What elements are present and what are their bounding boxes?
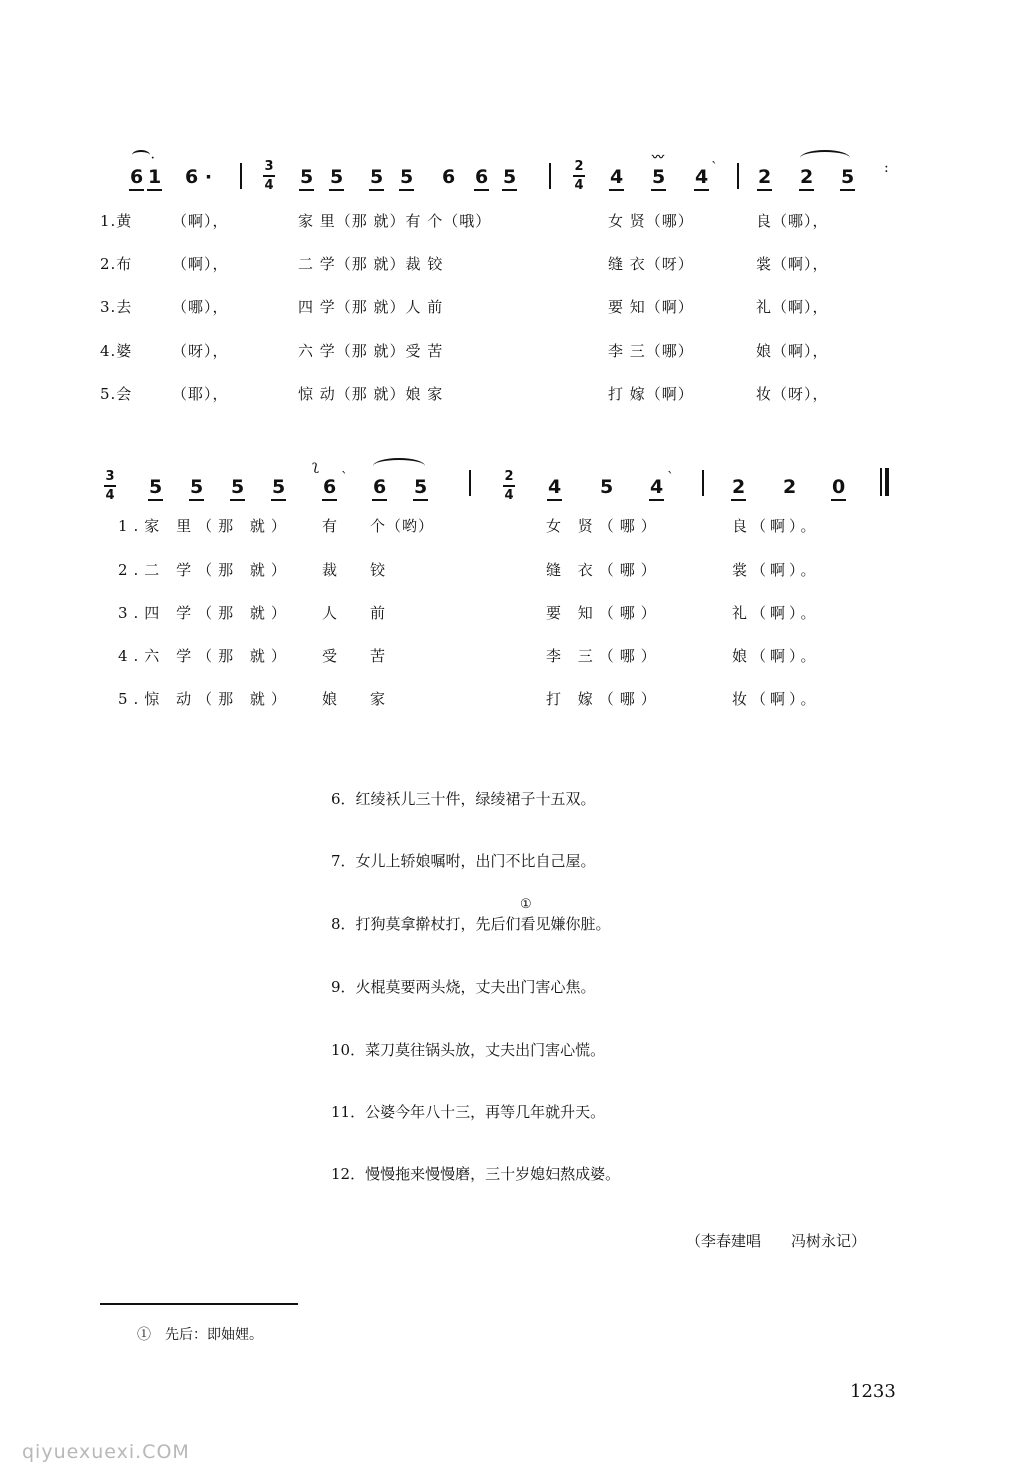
note: 5 (503, 166, 517, 188)
lyric-cell: （啊）， (172, 255, 229, 273)
grace-mark: ˋ (711, 160, 718, 176)
barline (240, 163, 242, 189)
ornament-mark: 〰 (652, 150, 665, 164)
note: 5 (330, 166, 344, 188)
note: 6 (373, 476, 387, 498)
note: 2 (800, 166, 814, 188)
lyric-cell: 女 贤（哪） (608, 212, 694, 230)
lyric-cell: 四 学（那 就）人 前 (298, 298, 444, 316)
time-signature: 3 4 (264, 159, 274, 193)
note: 4 (695, 166, 709, 188)
lyric-cell: 娘（啊）。 (732, 647, 820, 665)
note: 5 (149, 476, 163, 498)
lyric-cell: 李 三（哪） (546, 647, 662, 665)
final-barline-thick (885, 468, 889, 496)
lyric-cell: 良（啊）。 (732, 517, 820, 535)
lyric-cell: 裳（啊）， (756, 255, 829, 273)
verse-line: 9．火棍莫要两头烧，丈夫出门害心焦。 (331, 978, 596, 996)
lyric-cell: 缝 衣（哪） (546, 561, 662, 579)
note: 4 (650, 476, 664, 498)
lyric-cell: 要 知（哪） (546, 604, 662, 622)
note: 6 · (185, 166, 213, 188)
lyric-cell: 有 (322, 517, 339, 535)
lyric-cell: 家 (370, 690, 387, 708)
note: 2 (783, 476, 797, 498)
lyric-cell: 妆（啊）。 (732, 690, 820, 708)
note: 2 (758, 166, 772, 188)
lyric-cell: 5.会 (100, 385, 133, 403)
barline (549, 163, 551, 189)
note: 5 (414, 476, 428, 498)
grace-mark: ʅ (312, 458, 319, 474)
lyric-cell: 打 嫁（哪） (546, 690, 662, 708)
barline (469, 470, 471, 496)
lyric-cell: 5.惊 动（那 就） (118, 690, 292, 708)
lyric-cell: 要 知（啊） (608, 298, 694, 316)
time-signature: 2 4 (504, 469, 514, 503)
note: 6 (323, 476, 337, 498)
note: 5 (652, 166, 666, 188)
verse-line: 12．慢慢拖来慢慢磨，三十岁媳妇熬成婆。 (331, 1165, 621, 1183)
note: 1 (148, 166, 162, 188)
note: 0 (832, 476, 846, 498)
lyric-cell: 2.二 学（那 就） (118, 561, 292, 579)
note: 5 (400, 166, 414, 188)
high-octave-dot: · (151, 153, 155, 164)
lyric-cell: 4.六 学（那 就） (118, 647, 292, 665)
verse-line: 11．公婆今年八十三，再等几年就升天。 (331, 1103, 606, 1121)
lyric-cell: （呀）， (172, 342, 229, 360)
lyric-cell: 个（哟） (370, 517, 435, 535)
footnote-reference: ① (520, 897, 532, 912)
grace-mark: ˋ (341, 470, 348, 486)
lyric-cell: 良（哪）， (756, 212, 829, 230)
lyric-cell: 六 学（那 就）受 苦 (298, 342, 444, 360)
lyric-cell: 苦 (370, 647, 387, 665)
note: 2 (732, 476, 746, 498)
note: 5 (300, 166, 314, 188)
lyric-cell: 惊 动（那 就）娘 家 (298, 385, 444, 403)
verse-line: 10．菜刀莫往锅头放，丈夫出门害心慌。 (331, 1041, 606, 1059)
grace-mark: ˋ (667, 470, 674, 486)
lyric-cell: （耶）， (172, 385, 229, 403)
note: 5 (231, 476, 245, 498)
lyric-cell: （哪）， (172, 298, 229, 316)
lyric-cell: 裳（啊）。 (732, 561, 820, 579)
watermark: qiyuexuexi.COM (22, 1441, 190, 1463)
note: 5 (370, 166, 384, 188)
lyric-cell: 2.布 (100, 255, 133, 273)
lyric-cell: 1.黄 (100, 212, 133, 230)
lyric-cell: 二 学（那 就）裁 铰 (298, 255, 444, 273)
lyric-cell: 受 (322, 647, 339, 665)
note: 6 (442, 166, 456, 188)
lyric-cell: 家 里（那 就）有 个（哦） (298, 212, 492, 230)
lyric-cell: 4.婆 (100, 342, 133, 360)
lyric-cell: 前 (370, 604, 387, 622)
lyric-cell: 李 三（哪） (608, 342, 694, 360)
final-barline-thin (880, 468, 882, 496)
lyric-cell: 3.四 学（那 就） (118, 604, 292, 622)
verse-line: 6．红绫袄儿三十件，绿绫裙子十五双。 (331, 790, 596, 808)
credit: （李春建唱 冯树永记） (686, 1232, 867, 1250)
lyric-cell: 礼（啊）。 (732, 604, 820, 622)
lyric-cell: 缝 衣（呀） (608, 255, 694, 273)
footnote: ① 先后：即妯娌。 (137, 1327, 263, 1343)
verse-line: 7．女儿上轿娘嘱咐，出门不比自己屋。 (331, 852, 596, 870)
note: 5 (272, 476, 286, 498)
barline-partial: : (884, 160, 889, 176)
note: 5 (841, 166, 855, 188)
lyric-cell: 1.家 里（那 就） (118, 517, 292, 535)
lyric-cell: 3.去 (100, 298, 133, 316)
slur (132, 150, 150, 160)
time-signature: 3 4 (105, 469, 115, 503)
note: 4 (548, 476, 562, 498)
verse-line: 8．打狗莫拿擀杖打，先后们看见嫌你脏。 (331, 915, 611, 933)
time-signature: 2 4 (574, 159, 584, 193)
footnote-rule (100, 1303, 298, 1305)
lyric-cell: 礼（啊）， (756, 298, 829, 316)
note: 5 (190, 476, 204, 498)
page-number: 1233 (850, 1381, 896, 1402)
lyric-cell: 人 (322, 604, 339, 622)
note: 5 (600, 476, 614, 498)
lyric-cell: 娘 (322, 690, 339, 708)
barline (702, 470, 704, 496)
lyric-cell: 打 嫁（啊） (608, 385, 694, 403)
note: 6 (475, 166, 489, 188)
lyric-cell: 铰 (370, 561, 387, 579)
lyric-cell: 裁 (322, 561, 339, 579)
slur (800, 150, 850, 166)
barline (737, 163, 739, 189)
lyric-cell: 娘（啊）， (756, 342, 829, 360)
lyric-cell: （啊）， (172, 212, 229, 230)
slur (373, 458, 425, 474)
lyric-cell: 女 贤（哪） (546, 517, 662, 535)
note: 4 (610, 166, 624, 188)
lyric-cell: 妆（呀）， (756, 385, 829, 403)
note: 6 (130, 166, 144, 188)
